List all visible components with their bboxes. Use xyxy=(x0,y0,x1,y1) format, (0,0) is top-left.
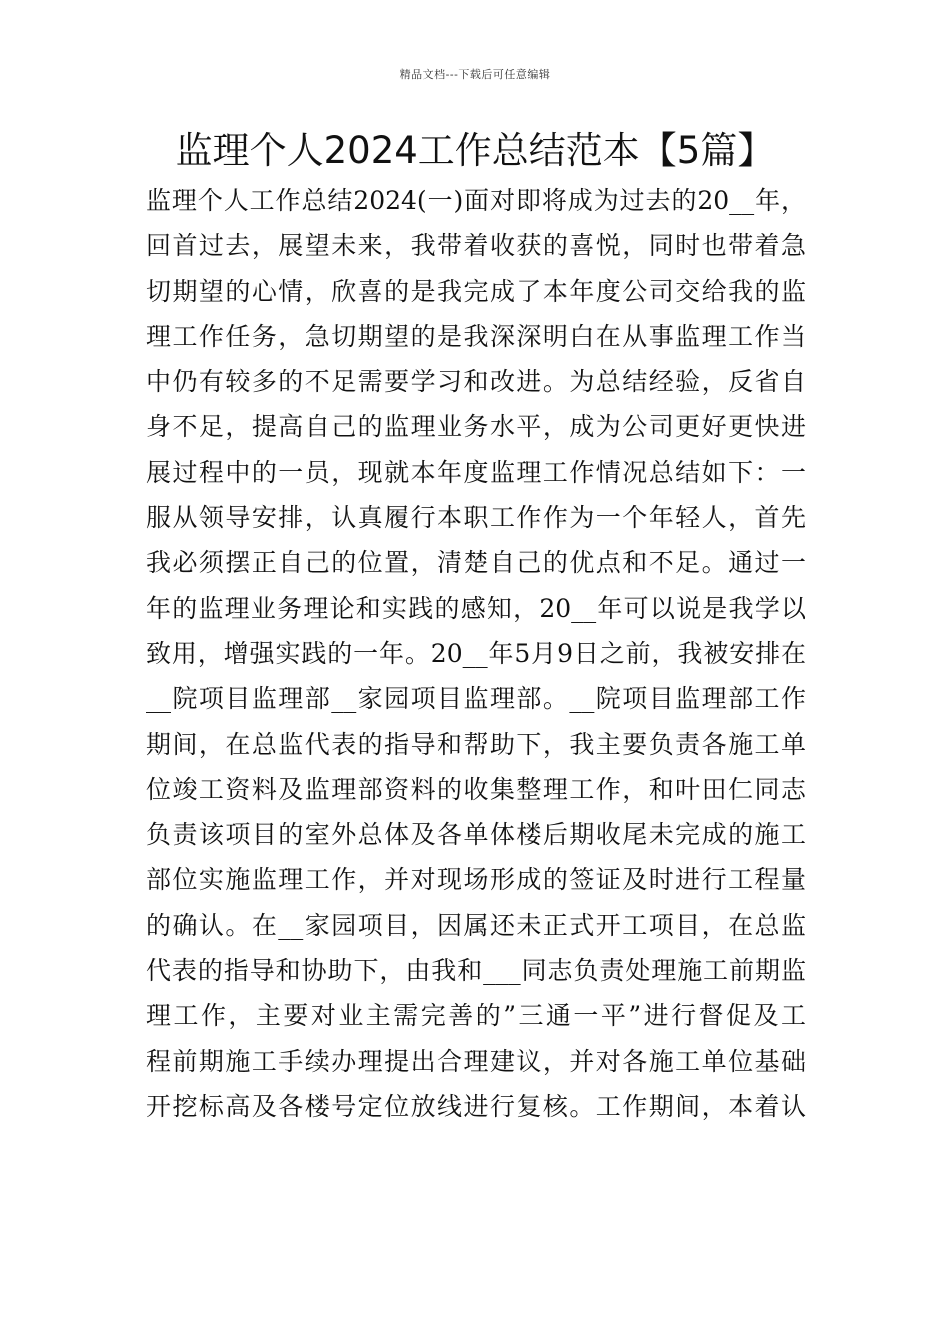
body-line: 理工作，主要对业主需完善的”三通一平”进行督促及工 xyxy=(146,1001,806,1031)
body-line: __院项目监理部__家园项目监理部。__院项目监理部工作 xyxy=(146,684,806,714)
document-title: 监理个人2024工作总结范本【5篇】 xyxy=(175,129,775,172)
body-line: 监理个人工作总结2024(一)面对即将成为过去的20__年， xyxy=(146,186,806,215)
body-line: 的确认。在__家园项目，因属还未正式开工项目，在总监 xyxy=(146,910,806,940)
body-text xyxy=(146,178,806,1129)
body-line: 我必须摆正自己的位置，清楚自己的优点和不足。通过一 xyxy=(146,548,806,578)
body-line: 程前期施工手续办理提出合理建议，并对各施工单位基础 xyxy=(146,1046,806,1076)
body-line: 服从领导安排，认真履行本职工作作为一个年轻人，首先 xyxy=(146,503,806,533)
body-line: 切期望的心情，欣喜的是我完成了本年度公司交给我的监 xyxy=(146,276,806,306)
body-line: 开挖标高及各楼号定位放线进行复核。工作期间，本着认 xyxy=(146,1091,806,1121)
body-line: 期间，在总监代表的指导和帮助下，我主要负责各施工单 xyxy=(146,729,806,759)
body-line: 展过程中的一员，现就本年度监理工作情况总结如下：一 xyxy=(146,457,806,487)
body-line: 部位实施监理工作，并对现场形成的签证及时进行工程量 xyxy=(146,865,806,895)
body-line: 代表的指导和协助下，由我和___同志负责处理施工前期监 xyxy=(146,956,806,986)
body-line: 理工作任务，急切期望的是我深深明白在从事监理工作当 xyxy=(146,321,806,351)
body-line: 致用，增强实践的一年。20__年5月9日之前，我被安排在 xyxy=(146,638,806,668)
body-line: 位竣工资料及监理部资料的收集整理工作，和叶田仁同志 xyxy=(146,774,806,804)
body-line: 负责该项目的室外总体及各单体楼后期收尾未完成的施工 xyxy=(146,820,806,850)
body-line: 回首过去，展望未来，我带着收获的喜悦，同时也带着急 xyxy=(146,231,806,261)
body-line: 中仍有较多的不足需要学习和改进。为总结经验，反省自 xyxy=(146,367,806,397)
body-line: 年的监理业务理论和实践的感知，20__年可以说是我学以 xyxy=(146,593,806,623)
body-line: 身不足，提高自己的监理业务水平，成为公司更好更快进 xyxy=(146,412,806,442)
header-note: 精品文档---下载后可任意编辑 xyxy=(399,68,551,81)
